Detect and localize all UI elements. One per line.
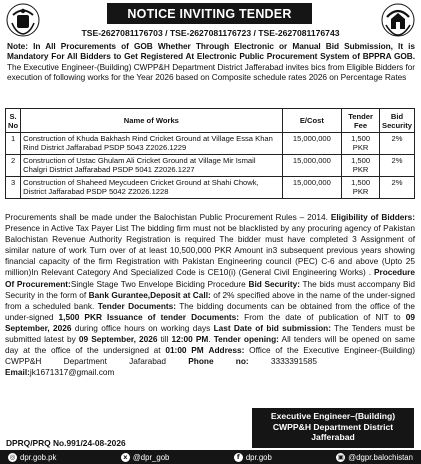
- cell-fee: 1,500 PKR: [342, 155, 380, 177]
- notice-title: NOTICE INVITING TENDER: [107, 3, 312, 24]
- body-text: The bids must accompany Bid Security in the form of: [5, 278, 415, 300]
- tse-reference-numbers: TSE-2627081176703 / TSE-2627081176723 / TSE-2627081176743: [81, 28, 340, 38]
- address-text: Office of the Executive Engineer-(Building) CWPP&H Department Jafarabad: [5, 345, 415, 367]
- cell-bid-security: 2%: [380, 177, 415, 199]
- facebook-icon: f: [234, 453, 243, 462]
- submission-time: 12:00 PM: [171, 334, 209, 345]
- body-text: Single Stage Two Envelope Biciding Procedure: [70, 278, 249, 289]
- cell-sno: 1: [6, 133, 21, 155]
- email-label: Email:: [5, 367, 30, 378]
- signature-line-1: Executive Engineer–(Building): [270, 411, 396, 421]
- header-sno: S. No: [6, 109, 21, 133]
- registration-note: [7, 41, 415, 82]
- body-text: .: [208, 334, 214, 345]
- cell-work-name: Construction of Ustac Ghulam Ali Cricket Ground at Village Mir Ismail Chalgri District Jaffarabad PSDP 5041 Z2026.1227: [21, 155, 282, 177]
- social-website[interactable]: [8, 453, 56, 462]
- body-text: Procurements shall be made under the Balochistan Public Procurement Rules – 2014.: [5, 212, 331, 222]
- phone-heading: Phone no:: [188, 356, 249, 367]
- eligibility-heading: Eligibility of Bidders:: [330, 212, 415, 222]
- header-name-of-works: Name of Works: [21, 109, 282, 133]
- signature-line-2: CWPP&H Department District: [272, 421, 394, 432]
- tender-conditions-text: [5, 212, 415, 378]
- phone-number: 3333391585: [248, 356, 317, 367]
- header-bid-security: Bid Security: [380, 109, 415, 133]
- bid-security-heading: Bid Security:: [248, 278, 300, 289]
- signature-line-3: Jafferabad: [311, 432, 355, 443]
- header-tender-fee: Tender Fee: [342, 109, 380, 133]
- opening-time: 01:00 PM: [165, 345, 204, 356]
- signature-block: [252, 408, 414, 448]
- table-header-row: [6, 109, 415, 133]
- cell-bid-security: 2%: [380, 133, 415, 155]
- works-table: [5, 108, 415, 199]
- body-text: of 2% specified above in the name of the under-signed from a scheduled bank.: [5, 289, 415, 311]
- globe-icon: ◎: [9, 453, 16, 461]
- body-text: Presence in Active Tax Payer List The bidding firm must not be blacklisted by any procuring agency of Pakistan Balochistan Revenue Authority Registration is required The bidder must have completed 3 Assignment of similar nature of work Turn over of at least 10,500,000 PKR Amount in3 subsequent previous years showing financial capacity of the firm Registration with Pakistan Engineering council (PEC) C-6 and above (Upto 25 million)In Relevant Category And Specialized Code is CE10(i) (General Civil Engineering Works) .: [5, 223, 415, 278]
- cell-fee: 1,500 PKR: [342, 133, 380, 155]
- procedure-heading: Procedure Of Procurement:: [5, 267, 415, 289]
- instagram-icon: ▣: [337, 453, 344, 461]
- cell-cost: 15,000,000: [282, 155, 342, 177]
- twitter-icon: x: [121, 453, 130, 462]
- table-row: [6, 133, 415, 155]
- body-text: All tenders will be opened on same day at the office of the undersigned at: [5, 334, 415, 356]
- bank-guarantee-text: Bank Gurantee,Deposit at Call:: [88, 289, 211, 300]
- tender-documents-heading: Tender Documents:: [97, 300, 177, 311]
- tender-opening-heading: Tender opening:: [213, 334, 279, 345]
- body-text: till: [157, 334, 172, 345]
- body-text: The bidding documents can be obtained from the office of the under-signed: [5, 300, 415, 322]
- table-row: [6, 177, 415, 199]
- cell-cost: 15,000,000: [282, 177, 342, 199]
- social-label: @dgpr.balochistan: [348, 452, 413, 462]
- social-facebook[interactable]: [234, 453, 272, 462]
- cell-bid-security: 2%: [380, 155, 415, 177]
- address-heading: Address:: [208, 345, 245, 356]
- note-bold-text: Note: In All Procurements of GOB Whether Through Electronic or Manual Bid Submission, It is Mandatory For All Bidders to Get Registered At Electronic Public Procurement System of BPPRA GOB.: [7, 41, 415, 62]
- cell-work-name: Construction of Khuda Bakhash Rind Cricket Ground at Village Essa Khan Rind District Jaffarabad PSDP 5043 Z2026.1229: [21, 133, 282, 155]
- header-ecost: E/Cost: [282, 109, 342, 133]
- cell-sno: 2: [6, 155, 21, 177]
- table-row: [6, 155, 415, 177]
- social-label: dpr.gob: [245, 452, 272, 462]
- social-label: dpr.gob.pk: [20, 452, 57, 462]
- body-text: The Tenders must be submitted latest by: [5, 322, 415, 345]
- last-date-heading: Last Date of bid submission:: [213, 322, 332, 333]
- social-twitter[interactable]: [121, 453, 170, 462]
- social-media-bar: [0, 450, 421, 464]
- issue-deadline-date: 09 September, 2026: [5, 311, 415, 333]
- social-label: @dpr_gob: [132, 452, 170, 462]
- cell-work-name: Construction of Shaheed Meycudeen Cricket Ground at Shahi Chowk, District Jaffarabad PSDP 5042 Z2026.1228: [21, 177, 282, 199]
- email-address[interactable]: jk1671317@gmail.com: [29, 367, 115, 378]
- body-text: From the date of publication of NIT to: [239, 311, 406, 322]
- note-text: The Executive Engineer-(Building) CWPP&H Department District Jafferabad invites bics from Eligible Bidders for execution of following works for the Year 2026 based on Composite schedule rates 2026 on Percentage Rates: [7, 61, 415, 82]
- cell-sno: 3: [6, 177, 21, 199]
- body-text: during office hours on working days: [71, 322, 214, 333]
- submission-date: 09 September, 2026: [78, 334, 158, 345]
- cell-fee: 1,500 PKR: [342, 177, 380, 199]
- social-instagram[interactable]: [336, 453, 413, 462]
- tender-fee-text: 1,500 PKR Issuance of tender Documents:: [58, 311, 240, 322]
- dpr-reference-number: DPRQ/PRQ No.991/24-08-2026: [6, 438, 126, 448]
- cell-cost: 15,000,000: [282, 133, 342, 155]
